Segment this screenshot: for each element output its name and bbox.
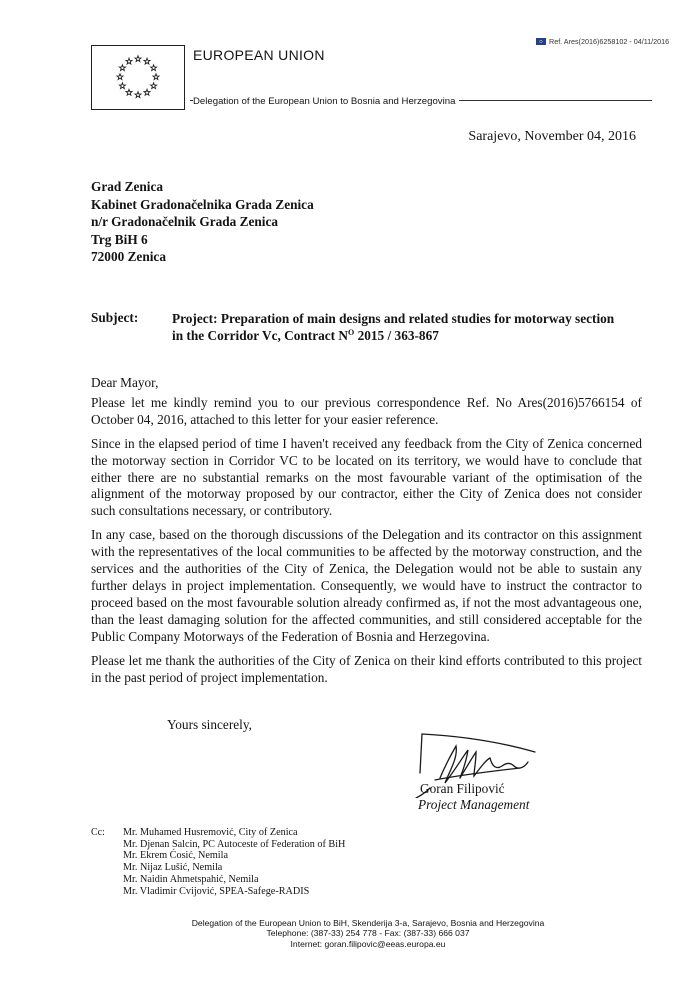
subject-text (172, 310, 642, 344)
signatory-title: Project Management (418, 797, 530, 812)
subject-line-2-suffix: 2015 / 363-867 (354, 328, 439, 343)
recipient-line: Grad Zenica (91, 179, 164, 194)
star-icon (135, 56, 141, 62)
letter-body (91, 375, 642, 693)
body-paragraph: In any case, based on the thorough discussions of the Delegation and its contractor on this assignment with the representatives of the local communities to be affected by the motorway construction, and the services and the authorities of the City of Zenica, the Delegation would not be able to sustain any further delays in project implementation. Consequently, we would have to instruct the contractor to proceed based on the most favourable solution already confirmed as, if not the most advantageous one, than the least damaging solution for the affected communities, and still considered acceptable for the Public Company Motorways of the Federation of Bosnia and Herzegovina. (91, 527, 642, 644)
cc-list (123, 827, 345, 897)
body-paragraph: Please let me kindly remind you to our previous correspondence Ref. No Ares(2016)5766154 of October 04, 2016, attached to this letter for your easier reference. (91, 394, 642, 427)
eu-flag-icon (91, 45, 185, 110)
star-icon (117, 74, 123, 80)
delegation-name: Delegation of the European Union to Bosnia and Herzegovina (193, 96, 459, 107)
footer-address: Delegation of the European Union to BiH, Skenderija 3-a, Sarajevo, Bosnia and Herzegovina (191, 918, 545, 928)
date-line: Sarajevo, November 04, 2016 (468, 129, 636, 144)
star-icon (119, 65, 125, 71)
star-icon (153, 74, 159, 80)
recipient-address (91, 178, 314, 266)
recipient-line: n/r Gradonačelnik Grada Zenica (91, 214, 279, 229)
ares-reference-text: Ref. Ares(2016)6258102 - 04/11/2016 (549, 37, 670, 46)
star-icon (135, 92, 141, 98)
body-paragraph: Please let me thank the authorities of the City of Zenica on their kind efforts contributed to this project in the past period of project implementation. (91, 652, 642, 685)
footer (120, 918, 616, 949)
star-icon (144, 58, 150, 64)
cc-label: Cc: (91, 827, 105, 838)
star-icon (119, 83, 125, 89)
recipient-line: Trg BiH 6 (91, 231, 148, 247)
star-icon (151, 83, 157, 89)
footer-phone: Telephone: (387-33) 254 778 - Fax: (387-33) 666 037 (266, 928, 470, 939)
star-icon (144, 89, 150, 95)
eu-flag-mini-icon (536, 38, 546, 45)
recipient-line: Kabinet Gradonačelnika Grada Zenica (91, 196, 314, 212)
star-icon (126, 58, 132, 64)
footer-internet: Internet: goran.filipovic@eeas.europa.eu (290, 938, 446, 949)
org-title: EUROPEAN UNION (193, 47, 325, 63)
signatory-name: Goran Filipović (420, 781, 505, 796)
recipient-line: 72000 Zenica (91, 249, 166, 264)
closing: Yours sincerely, (167, 717, 252, 732)
subject-line-2-prefix: in the Corridor Vc, Contract N (172, 328, 349, 343)
cc-recipient: Mr. Naidin Ahmetspahić, Nemila (123, 873, 259, 885)
salutation: Dear Mayor, (91, 375, 159, 390)
cc-recipient: Mr. Muhamed Husremović, City of Zenica (123, 827, 298, 838)
ares-reference (536, 37, 669, 46)
subject-line-1: Project: Preparation of main designs and related studies for motorway section (172, 311, 615, 326)
cc-recipient: Mr. Vladimir Cvijović, SPEA-Safege-RADIS (123, 885, 310, 897)
star-icon (151, 65, 157, 71)
star-icon (126, 89, 132, 95)
subject-label: Subject: (91, 310, 139, 325)
cc-recipient: Mr. Djenan Salcin, PC Autoceste of Federation of BiH (123, 838, 346, 850)
eu-stars-circle (92, 46, 184, 109)
body-paragraph: Since in the elapsed period of time I haven't received any feedback from the City of Zenica concerned the motorway section in Corridor VC to be located on its territory, we would have to conclude that either there are no substantial remarks on the most favourable variant of the optimisation of the alignment of the motorway proposed by our contractor, either the City of Zenica does not consider such consultations necessary, or contributory. (91, 435, 642, 519)
subject-number-sup: O (348, 328, 355, 337)
cc-recipient: Mr. Nijaz Lušić, Nemila (123, 862, 223, 874)
cc-recipient: Mr. Ekrem Ćosić, Nemila (123, 850, 228, 862)
